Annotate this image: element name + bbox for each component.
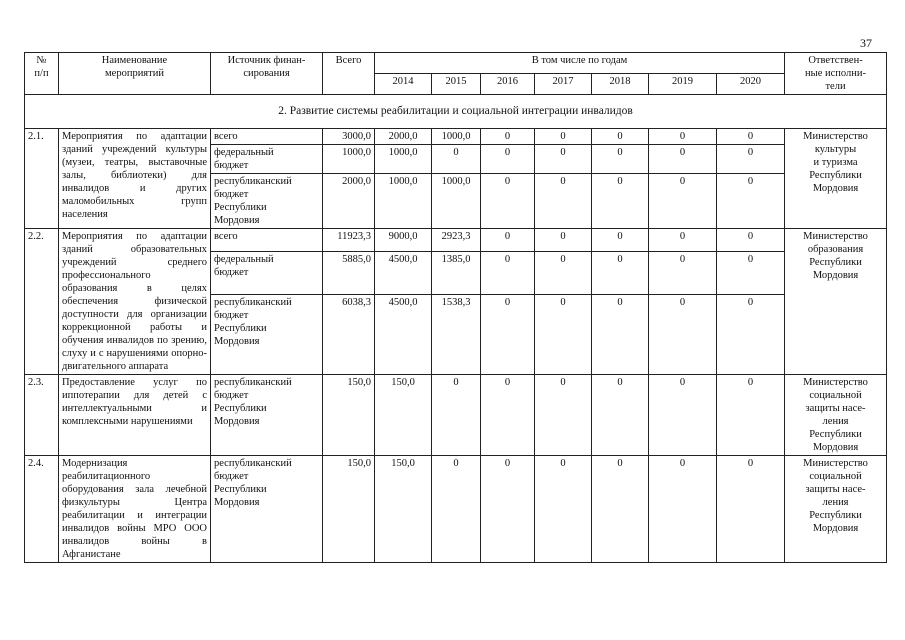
year-value: 0 bbox=[592, 294, 649, 374]
year-value: 0 bbox=[481, 229, 535, 252]
header-year: 2018 bbox=[592, 74, 649, 95]
header-total: Всего bbox=[323, 53, 375, 95]
year-value: 1000,0 bbox=[432, 174, 481, 229]
section-title: 2. Развитие системы реабилитации и социальной интеграции инвалидов bbox=[25, 95, 887, 129]
year-value: 1385,0 bbox=[432, 252, 481, 294]
year-value: 0 bbox=[592, 229, 649, 252]
header-years-group: В том числе по годам bbox=[375, 53, 785, 74]
header-year: 2015 bbox=[432, 74, 481, 95]
funding-source: федеральный бюджет bbox=[211, 252, 323, 294]
total-value: 5885,0 bbox=[323, 252, 375, 294]
table-row bbox=[25, 129, 887, 145]
header-year: 2016 bbox=[481, 74, 535, 95]
year-value: 0 bbox=[717, 229, 785, 252]
year-value: 1000,0 bbox=[375, 174, 432, 229]
year-value: 0 bbox=[649, 375, 717, 456]
total-value: 6038,3 bbox=[323, 294, 375, 374]
year-value: 2923,3 bbox=[432, 229, 481, 252]
funding-source: республиканский бюджет Республики Мордовия bbox=[211, 456, 323, 563]
year-value: 0 bbox=[535, 145, 592, 174]
header-year: 2014 bbox=[375, 74, 432, 95]
funding-source: всего bbox=[211, 229, 323, 252]
year-value: 0 bbox=[649, 174, 717, 229]
total-value: 1000,0 bbox=[323, 145, 375, 174]
row-number: 2.2. bbox=[25, 229, 59, 375]
table-body bbox=[25, 95, 887, 563]
header-num: № п/п bbox=[25, 53, 59, 95]
year-value: 0 bbox=[481, 375, 535, 456]
responsible-executor: Министерство социальной защиты насе- ления Республики Мордовия bbox=[785, 456, 887, 563]
year-value: 0 bbox=[535, 229, 592, 252]
year-value: 0 bbox=[535, 375, 592, 456]
year-value: 0 bbox=[717, 252, 785, 294]
year-value: 0 bbox=[535, 174, 592, 229]
responsible-executor: Министерство образования Республики Мордовия bbox=[785, 229, 887, 375]
funding-source: республиканский бюджет Республики Мордовия bbox=[211, 174, 323, 229]
activity-name: Мероприятия по адаптации зданий учреждений культуры (музеи, театры, выставочные залы, библиотеки) для инвалидов и других маломобильных групп населения bbox=[59, 129, 211, 229]
year-value: 0 bbox=[432, 375, 481, 456]
year-value: 4500,0 bbox=[375, 252, 432, 294]
year-value: 0 bbox=[592, 375, 649, 456]
year-value: 2000,0 bbox=[375, 129, 432, 145]
responsible-executor: Министерство социальной защиты насе- ления Республики Мордовия bbox=[785, 375, 887, 456]
year-value: 1000,0 bbox=[375, 145, 432, 174]
year-value: 0 bbox=[649, 456, 717, 563]
activity-name: Предоставление услуг по иппотерапии для детей с интеллектуальными и комплексными нарушениями bbox=[59, 375, 211, 456]
row-number: 2.4. bbox=[25, 456, 59, 563]
table-row bbox=[25, 456, 887, 563]
year-value: 0 bbox=[481, 129, 535, 145]
total-value: 3000,0 bbox=[323, 129, 375, 145]
year-value: 0 bbox=[717, 145, 785, 174]
header-year: 2019 bbox=[649, 74, 717, 95]
year-value: 0 bbox=[481, 294, 535, 374]
year-value: 4500,0 bbox=[375, 294, 432, 374]
header-source: Источник финан- сирования bbox=[211, 53, 323, 95]
year-value: 0 bbox=[592, 252, 649, 294]
year-value: 0 bbox=[592, 129, 649, 145]
table-row bbox=[25, 375, 887, 456]
row-number: 2.1. bbox=[25, 129, 59, 229]
header-year: 2020 bbox=[717, 74, 785, 95]
year-value: 0 bbox=[481, 456, 535, 563]
year-value: 0 bbox=[649, 145, 717, 174]
activity-name: Мероприятия по адаптации зданий образовательных учреждений среднего профессионального образования в целях обеспечения физической доступности для организации коррекционной работы и обучения инвалидов по зрению, слуху и с нарушениями опорно-двигательного аппарата bbox=[59, 229, 211, 375]
table-header bbox=[25, 53, 887, 95]
year-value: 0 bbox=[592, 145, 649, 174]
year-value: 1538,3 bbox=[432, 294, 481, 374]
year-value: 0 bbox=[592, 456, 649, 563]
total-value: 150,0 bbox=[323, 456, 375, 563]
header-year: 2017 bbox=[535, 74, 592, 95]
row-number: 2.3. bbox=[25, 375, 59, 456]
year-value: 150,0 bbox=[375, 375, 432, 456]
activity-name: Модернизация реабилитационного оборудования зала лечебной физкультуры Центра реабилитации и интеграции инвалидов войны МРО ООО инвалидов войны в Афганистане bbox=[59, 456, 211, 563]
year-value: 0 bbox=[481, 174, 535, 229]
table-row bbox=[25, 229, 887, 252]
year-value: 0 bbox=[481, 145, 535, 174]
year-value: 0 bbox=[649, 129, 717, 145]
year-value: 0 bbox=[432, 456, 481, 563]
total-value: 2000,0 bbox=[323, 174, 375, 229]
year-value: 0 bbox=[649, 252, 717, 294]
year-value: 0 bbox=[432, 145, 481, 174]
header-name: Наименование мероприятий bbox=[59, 53, 211, 95]
responsible-executor: Министерство культуры и туризма Республики Мордовия bbox=[785, 129, 887, 229]
year-value: 0 bbox=[592, 174, 649, 229]
year-value: 0 bbox=[717, 456, 785, 563]
funding-source: федеральный бюджет bbox=[211, 145, 323, 174]
funding-source: республиканский бюджет Республики Мордовия bbox=[211, 294, 323, 374]
program-table bbox=[24, 52, 887, 563]
funding-source: всего bbox=[211, 129, 323, 145]
year-value: 0 bbox=[535, 456, 592, 563]
year-value: 150,0 bbox=[375, 456, 432, 563]
year-value: 0 bbox=[717, 375, 785, 456]
total-value: 150,0 bbox=[323, 375, 375, 456]
year-value: 0 bbox=[535, 129, 592, 145]
year-value: 1000,0 bbox=[432, 129, 481, 145]
year-value: 0 bbox=[535, 294, 592, 374]
year-value: 0 bbox=[535, 252, 592, 294]
year-value: 0 bbox=[717, 294, 785, 374]
year-value: 0 bbox=[481, 252, 535, 294]
page-number: 37 bbox=[860, 36, 872, 50]
funding-source: республиканский бюджет Республики Мордовия bbox=[211, 375, 323, 456]
total-value: 11923,3 bbox=[323, 229, 375, 252]
header-responsible: Ответствен- ные исполни- тели bbox=[785, 53, 887, 95]
year-value: 0 bbox=[717, 129, 785, 145]
year-value: 0 bbox=[649, 294, 717, 374]
year-value: 0 bbox=[649, 229, 717, 252]
year-value: 0 bbox=[717, 174, 785, 229]
year-value: 9000,0 bbox=[375, 229, 432, 252]
